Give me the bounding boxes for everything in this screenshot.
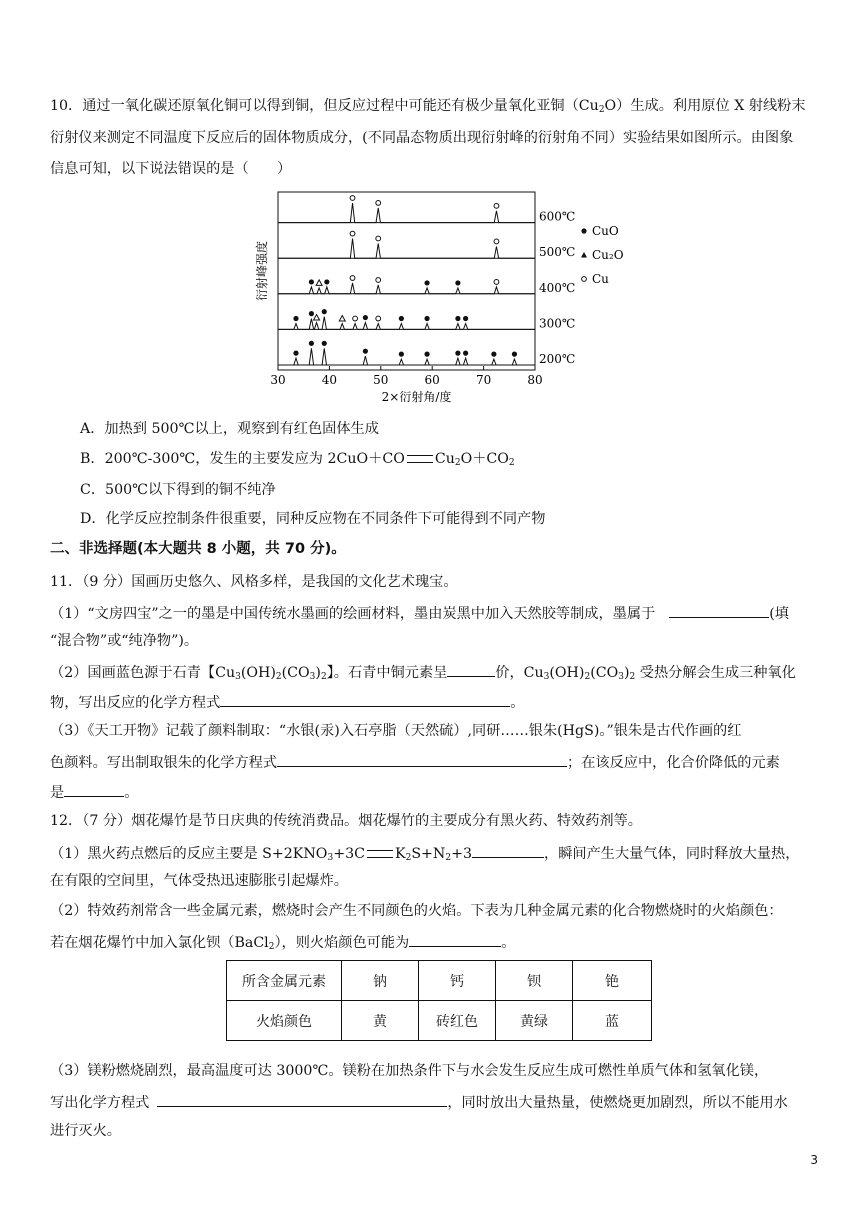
cu-peak-marker	[376, 278, 381, 283]
q11-stem: 11．（9 分）国画历史悠久、风格多样，是我国的文化艺术瑰宝。	[50, 574, 458, 590]
cuo-peak-marker	[309, 311, 314, 316]
x-tick-label: 70	[475, 373, 492, 387]
series-line	[278, 317, 535, 330]
answer-blank[interactable]	[220, 691, 510, 707]
table-cell: 钡	[496, 961, 573, 1001]
cu-peak-marker	[350, 231, 355, 236]
table-cell: 所含金属元素	[227, 961, 342, 1001]
q11-part3-cont: 色颜料。写出制取银朱的化学方程式 ；在该反应中，化合价降低的元素	[50, 751, 780, 773]
cu-peak-marker	[350, 276, 355, 281]
legend-label: Cu	[592, 272, 609, 286]
cu-peak-marker	[494, 239, 499, 244]
cu2o-peak-marker	[314, 315, 320, 321]
table-cell: 铯	[573, 961, 652, 1001]
cuo-peak-marker	[424, 316, 429, 321]
x-tick-label: 40	[321, 373, 338, 387]
series-label: 600℃	[539, 209, 576, 224]
table-cell: 钙	[419, 961, 496, 1001]
series-label: 200℃	[539, 352, 576, 366]
cuo-peak-marker	[463, 351, 468, 356]
cuo-peak-marker	[322, 341, 327, 346]
cuo-peak-marker	[324, 279, 329, 284]
q12-part1: （1）黑火药点燃后的反应主要是 $S+2KNO_3+3C$ $K_2S+N_2+3$ ，瞬间产生大量气体，同时释放大量热，	[50, 842, 799, 864]
x-tick-label: 30	[270, 373, 286, 387]
x-tick-label: 60	[424, 373, 440, 387]
q11-part2-cont: 物，写出反应的化学方程式 。	[50, 691, 524, 713]
q12-part3-end: 进行灭火。	[50, 1123, 121, 1139]
answer-blank[interactable]	[277, 751, 567, 767]
q12-stem: 12．（7 分）烟花爆竹是节日庆典的传统消费品。烟花爆竹的主要成分有黑火药、特效药剂等。	[50, 813, 642, 829]
q12-part2: （2）特效药剂常含一些金属元素，燃烧时会产生不同颜色的火焰。下表为几种金属元素的化合物燃烧时的火焰颜色：	[50, 903, 783, 919]
cu-peak-marker	[494, 203, 499, 208]
table-cell: 钠	[342, 961, 419, 1001]
cu-peak-marker	[353, 316, 358, 321]
q11-part2: （2）国画蓝色源于石青【$Cu_3(OH)_2(CO_3)_2$】。石青中铜元素呈 价，$Cu_3(OH)_2(CO_3)_2$ 受热分解会生成三种氧化	[50, 661, 796, 683]
cuo-peak-marker	[399, 316, 404, 321]
x-axis-label: 2×衍射角/度	[381, 390, 452, 404]
cu-peak-marker	[376, 201, 381, 206]
xrd-chart	[248, 184, 648, 406]
table-cell: 黄	[342, 1001, 419, 1041]
q11-part1-cont: “混合物”或“纯净物”)。	[50, 633, 199, 649]
cu-peak-marker	[376, 236, 381, 241]
table-cell: 蓝	[573, 1001, 652, 1041]
cuo-peak-marker	[455, 316, 460, 321]
answer-blank[interactable]	[409, 931, 501, 947]
table-cell: 砖红色	[419, 1001, 496, 1041]
q12-part2-cont: 若在烟花爆竹中加入氯化钡（BaCl$_2$），则火焰颜色可能为 。	[50, 931, 515, 953]
answer-blank[interactable]	[472, 842, 544, 858]
legend-cu2o-marker	[581, 252, 587, 258]
page-number: 3	[810, 1153, 818, 1167]
option-d[interactable]: D．化学反应控制条件很重要，同种反应物在不同条件下可能得到不同产物	[80, 511, 546, 527]
cu-peak-marker	[494, 280, 499, 285]
cuo-peak-marker	[424, 352, 429, 357]
q11-part1: （1）“文房四宝”之一的墨是中国传统水墨画的绘画材料，墨由炭黑中加入天然胶等制成，墨属于 (填	[50, 602, 789, 624]
series-label: 500℃	[539, 245, 576, 260]
equal-sign-icon	[407, 455, 433, 463]
cuo-peak-marker	[399, 352, 404, 357]
cuo-peak-marker	[363, 349, 368, 354]
q12-part3: （3）镁粉燃烧剧烈，最高温度可达 3000℃。镁粉在加热条件下与水会发生反应生成可燃性单质气体和氢氧化镁，	[50, 1063, 769, 1079]
q12-part3-cont: 写出化学方程式 ，同时放出大量热量，使燃烧更加剧烈，所以不能用水	[50, 1091, 788, 1113]
cu2o-peak-marker	[316, 280, 322, 286]
option-b[interactable]: B．200℃-300℃，发生的主要发应为 2CuO＋CO $Cu_2O+CO_2$	[80, 451, 515, 468]
cuo-peak-marker	[363, 315, 368, 320]
q11-part3: （3）《天工开物》记载了颜料制取：“水银(汞)入石亭脂（天然硫）,同研……银朱(HgS)。”银朱是古代作画的红	[50, 723, 742, 739]
series-label: 400℃	[539, 280, 576, 295]
table-cell: 黄绿	[496, 1001, 573, 1041]
cu2o-peak-marker	[339, 316, 345, 322]
legend-label: Cu₂O	[592, 248, 624, 262]
q12-part1-cont: 在有限的空间里，气体受热迅速膨胀引起爆炸。	[50, 873, 348, 889]
option-c[interactable]: C．500℃以下得到的铜不纯净	[80, 482, 276, 498]
table-row	[227, 1001, 652, 1041]
legend-cuo-marker	[581, 228, 586, 233]
section-heading: 二、非选择题(本大题共 8 小题，共 70 分)。	[50, 541, 346, 557]
legend-cu-marker	[582, 277, 587, 282]
option-a[interactable]: A．加热到 500℃以上，观察到有红色固体生成	[80, 421, 379, 437]
cuo-peak-marker	[512, 352, 517, 357]
x-tick-label: 50	[373, 373, 389, 387]
legend-label: CuO	[592, 224, 619, 238]
equal-sign-icon	[367, 850, 393, 858]
cuo-peak-marker	[455, 351, 460, 356]
q10-line1: 10．通过一氧化碳还原氧化铜可以得到铜，但反应过程中可能还有极少量氧化亚铜$(Cu_2O)$生成。利用原位 X 射线粉末	[50, 98, 806, 115]
cu-peak-marker	[376, 316, 381, 321]
cuo-peak-marker	[491, 352, 496, 357]
cuo-peak-marker	[424, 280, 429, 285]
series-line	[278, 348, 535, 365]
answer-blank[interactable]	[669, 602, 769, 618]
table-cell: 火焰颜色	[227, 1001, 342, 1041]
answer-blank[interactable]	[447, 661, 495, 677]
cuo-peak-marker	[309, 341, 314, 346]
series-label: 300℃	[539, 316, 576, 331]
answer-blank[interactable]	[64, 781, 124, 797]
q10-line3: 信息可知，以下说法错误的是（ ）	[50, 161, 292, 177]
cuo-peak-marker	[293, 351, 298, 356]
cuo-peak-marker	[309, 279, 314, 284]
cuo-peak-marker	[293, 316, 298, 321]
cuo-peak-marker	[322, 309, 327, 314]
table-row	[227, 961, 652, 1001]
y-axis-label: 衍射峰强度	[255, 240, 269, 302]
cu-peak-marker	[350, 196, 355, 201]
cuo-peak-marker	[455, 280, 460, 285]
x-tick-label: 80	[527, 373, 543, 387]
cuo-peak-marker	[463, 316, 468, 321]
answer-blank[interactable]	[157, 1091, 447, 1107]
q10-line2: 衍射仪来测定不同温度下反应后的固体物质成分，(不同晶态物质出现衍射峰的衍射角不同）实验结果如图所示。由图象	[50, 130, 794, 146]
q11-part3-end: 是 。	[50, 781, 138, 803]
flame-color-table	[226, 960, 652, 1041]
